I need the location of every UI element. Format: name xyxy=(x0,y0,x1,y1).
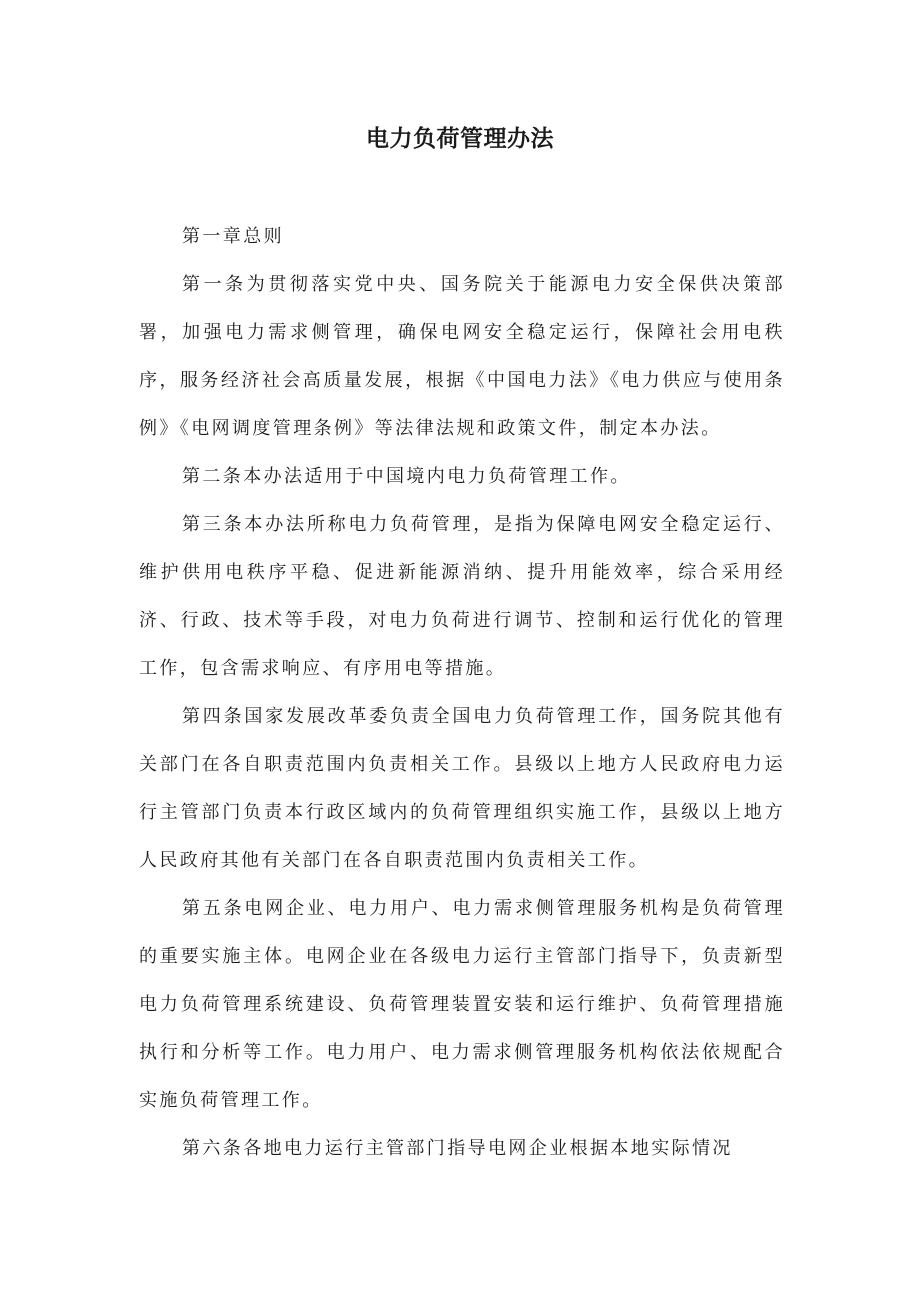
article-6-paragraph: 第六条各地电力运行主管部门指导电网企业根据本地实际情况 xyxy=(182,1138,733,1159)
document-title: 电力负荷管理办法 xyxy=(366,126,554,152)
article-5-paragraph: 第五条电网企业、电力用户、电力需求侧管理服务机构是负荷管理的重要实施主体。电网企业在各级电力运行主管部门指导下，负责新型电力负荷管理系统建设、负荷管理装置安装和运行维护、负荷管理措施执行和分析等工作。电力用户、电力需求侧管理服务机构依法依规配合实施负荷管理工作。 xyxy=(139,898,785,1111)
article-1-paragraph: 第一条为贯彻落实党中央、国务院关于能源电力安全保供决策部署，加强电力需求侧管理，确保电网安全稳定运行，保障社会用电秩序，服务经济社会高质量发展，根据《中国电力法》《电力供应与使用条例》《电网调度管理条例》等法律法规和政策文件，制定本办法。 xyxy=(139,274,785,439)
document-body xyxy=(139,213,785,1173)
article-4-paragraph: 第四条国家发展改革委负责全国电力负荷管理工作，国务院其他有关部门在各自职责范围内负责相关工作。县级以上地方人民政府电力运行主管部门负责本行政区域内的负荷管理组织实施工作，县级以上地方人民政府其他有关部门在各自职责范围内负责相关工作。 xyxy=(139,706,785,871)
article-3-paragraph: 第三条本办法所称电力负荷管理，是指为保障电网安全稳定运行、维护供用电秩序平稳、促进新能源消纳、提升用能效率，综合采用经济、行政、技术等手段，对电力负荷进行调节、控制和运行优化的管理工作，包含需求响应、有序用电等措施。 xyxy=(139,514,785,679)
article-2-paragraph: 第二条本办法适用于中国境内电力负荷管理工作。 xyxy=(182,466,631,487)
chapter-heading: 第一章总则 xyxy=(182,226,284,247)
